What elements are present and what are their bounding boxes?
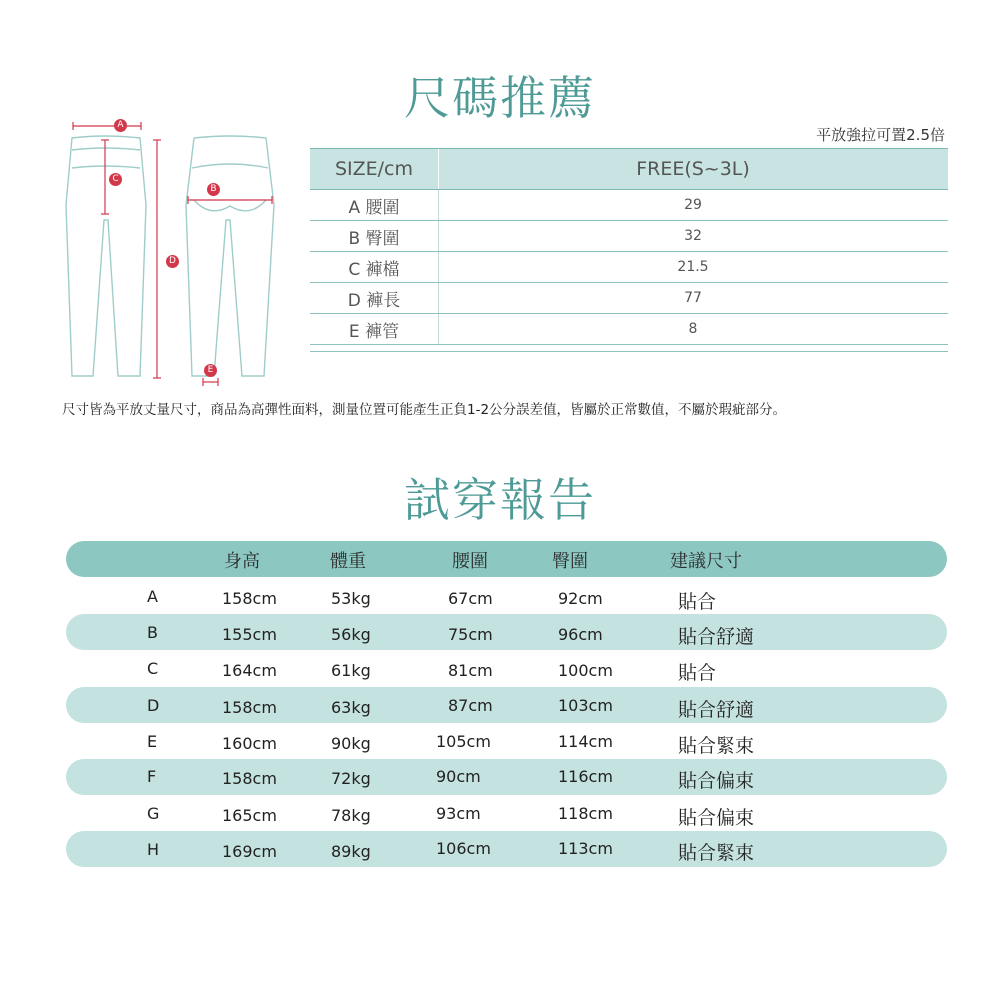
- row-weight: 90kg: [331, 734, 371, 753]
- size-row-label: D 褲長: [347, 290, 401, 311]
- size-row: [310, 252, 948, 283]
- row-fit: 貼合偏束: [678, 807, 755, 829]
- row-height: 158cm: [222, 698, 277, 717]
- size-row: [310, 314, 948, 345]
- row-hip: 100cm: [558, 661, 613, 680]
- row-band: [66, 831, 947, 867]
- row-hip: 96cm: [558, 625, 603, 644]
- row-hip: 92cm: [558, 589, 603, 608]
- row-band: [66, 759, 947, 795]
- row-height: 160cm: [222, 734, 277, 753]
- row-hip: 103cm: [558, 696, 613, 715]
- row-waist: 81cm: [448, 661, 493, 680]
- row-band: [66, 614, 947, 650]
- row-hip: 114cm: [558, 732, 613, 751]
- size-row-label: C 褲檔: [348, 259, 400, 280]
- size-row-label: E 褲管: [348, 321, 400, 342]
- row-id: D: [147, 696, 160, 715]
- row-waist: 93cm: [436, 804, 481, 823]
- tryon-title: 試穿報告: [404, 473, 596, 527]
- row-id: F: [147, 767, 157, 786]
- row-waist: 67cm: [448, 589, 493, 608]
- header-hip: 臀圍: [552, 551, 588, 572]
- marker-d: D: [166, 255, 179, 268]
- row-height: 158cm: [222, 589, 277, 608]
- row-fit: 貼合偏束: [678, 770, 755, 792]
- leggings-illustration: [60, 110, 300, 390]
- tryon-header-band: [66, 541, 947, 577]
- row-fit: 貼合舒適: [678, 626, 755, 648]
- marker-a: A: [114, 119, 127, 132]
- size-table-header: [310, 148, 948, 190]
- size-row-label: A 腰圍: [348, 197, 400, 218]
- row-height: 155cm: [222, 625, 277, 644]
- row-weight: 56kg: [331, 625, 371, 644]
- row-fit: 貼合: [678, 662, 717, 684]
- row-id: B: [147, 623, 158, 642]
- row-id: C: [147, 659, 159, 678]
- row-waist: 106cm: [436, 839, 491, 858]
- row-id: G: [147, 804, 160, 823]
- size-title: 尺碼推薦: [404, 71, 596, 125]
- row-weight: 63kg: [331, 698, 371, 717]
- row-weight: 89kg: [331, 842, 371, 861]
- header-recommended-size: 建議尺寸: [670, 551, 742, 572]
- size-row: [310, 190, 948, 221]
- size-header-free: FREE(S~3L): [636, 158, 750, 180]
- header-waist: 腰圍: [452, 551, 488, 572]
- row-id: E: [147, 732, 158, 751]
- size-row-value: 8: [688, 321, 698, 337]
- size-header-label: SIZE/cm: [334, 158, 414, 180]
- row-fit: 貼合緊束: [678, 842, 755, 864]
- size-table: [310, 148, 948, 352]
- row-fit: 貼合: [678, 591, 717, 613]
- row-height: 158cm: [222, 769, 277, 788]
- size-row-value: 21.5: [677, 259, 709, 275]
- row-waist: 105cm: [436, 732, 491, 751]
- marker-b: B: [207, 183, 220, 196]
- size-row-value: 29: [684, 197, 702, 213]
- row-weight: 53kg: [331, 589, 371, 608]
- size-row: [310, 221, 948, 252]
- marker-e: E: [204, 364, 217, 377]
- header-weight: 體重: [330, 551, 366, 572]
- row-hip: 113cm: [558, 839, 613, 858]
- row-fit: 貼合舒適: [678, 699, 755, 721]
- size-row: [310, 283, 948, 314]
- row-height: 164cm: [222, 661, 277, 680]
- row-fit: 貼合緊束: [678, 735, 755, 757]
- row-waist: 90cm: [436, 767, 481, 786]
- marker-c: C: [109, 173, 122, 186]
- row-height: 165cm: [222, 806, 277, 825]
- row-weight: 61kg: [331, 661, 371, 680]
- row-hip: 116cm: [558, 767, 613, 786]
- row-weight: 72kg: [331, 769, 371, 788]
- header-height: 身高: [224, 551, 260, 572]
- row-id: A: [147, 587, 158, 606]
- row-id: H: [147, 840, 160, 859]
- row-waist: 75cm: [448, 625, 493, 644]
- row-weight: 78kg: [331, 806, 371, 825]
- size-row-value: 32: [684, 228, 702, 244]
- row-height: 169cm: [222, 842, 277, 861]
- row-hip: 118cm: [558, 804, 613, 823]
- row-band: [66, 687, 947, 723]
- leggings-diagram: [60, 110, 300, 390]
- measurement-disclaimer: 尺寸皆為平放丈量尺寸，商品為高彈性面料，測量位置可能產生正負1-2公分誤差值，皆屬於正常數值，不屬於瑕疵部分。: [62, 402, 787, 418]
- size-row-label: B 臀圍: [348, 228, 400, 249]
- size-row-value: 77: [684, 290, 702, 306]
- row-waist: 87cm: [448, 696, 493, 715]
- stretch-note: 平放強拉可置2.5倍: [816, 126, 945, 144]
